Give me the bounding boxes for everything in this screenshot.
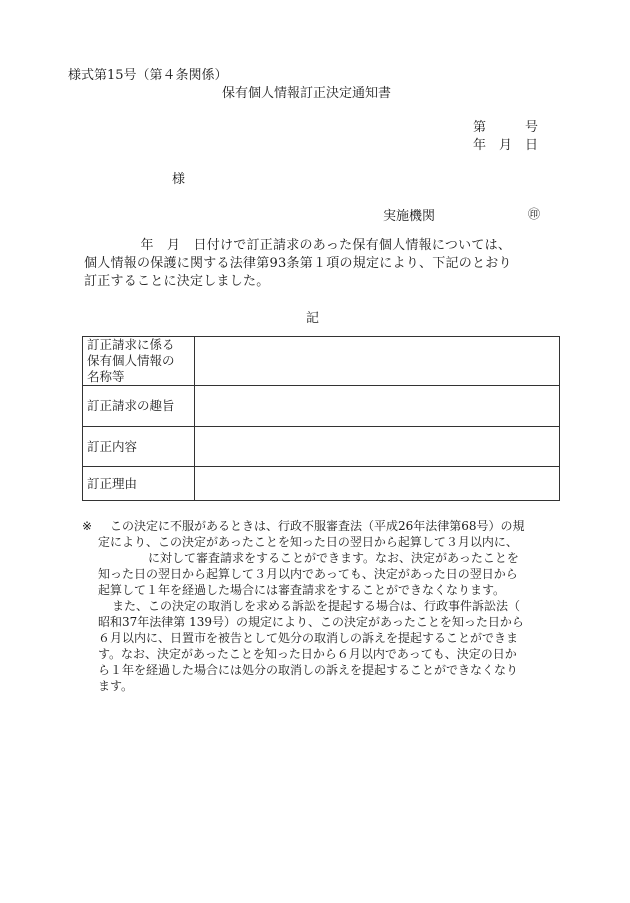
row-label bbox=[83, 427, 195, 467]
table-row bbox=[83, 467, 560, 501]
note-line: 知った日の翌日から起算して３月以内であっても、決定があった日の翌日から bbox=[98, 567, 518, 581]
note-line: に対して審査請求をすることができます。なお、決定があったことを bbox=[148, 551, 519, 565]
document-date: 年 月 日 bbox=[473, 138, 539, 153]
issuer-name: 実施機関 bbox=[383, 209, 436, 224]
row-label-line: 訂正請求の趣旨 bbox=[87, 398, 175, 413]
notice-section bbox=[82, 518, 564, 694]
row-label bbox=[83, 337, 195, 386]
note-line: 起算して１年を経過した場合には審査請求をすることができなくなります。 bbox=[98, 583, 506, 597]
body-line: 個人情報の保護に関する法律第93条第１項の規定により、下記のとおり bbox=[84, 256, 512, 271]
ki-heading: 記 bbox=[306, 311, 320, 326]
row-label-line: 保有個人情報の bbox=[87, 353, 175, 368]
form-number: 様式第15号（第４条関係） bbox=[68, 68, 228, 83]
note-line: 定により、この決定があったことを知った日の翌日から起算して３月以内に、 bbox=[98, 535, 518, 549]
row-label-line: 訂正理由 bbox=[87, 475, 138, 491]
body-line: 年 月 日付けで訂正請求のあった保有個人情報については、 bbox=[114, 238, 512, 253]
body-line: 訂正することに決定しました。 bbox=[84, 274, 270, 289]
table-row bbox=[83, 427, 560, 467]
row-value bbox=[195, 337, 560, 386]
row-label bbox=[83, 467, 195, 501]
seal-icon: ㊞ bbox=[528, 207, 541, 221]
row-label-line: 訂正内容 bbox=[87, 438, 138, 454]
note-line: ら１年を経過した場合には処分の取消しの訴えを提起することができなくなり bbox=[98, 663, 519, 677]
document-number: 第 号 bbox=[473, 120, 539, 135]
note-line: また、この決定の取消しを求める訴訟を提起する場合は、行政事件訴訟法（ bbox=[112, 599, 521, 613]
note-line: 昭和37年法律第 139号）の規定により、この決定があったことを知った日から bbox=[98, 615, 524, 629]
body-paragraph bbox=[84, 237, 560, 291]
table-row bbox=[83, 337, 560, 386]
row-label-line: 訂正請求に係る bbox=[87, 337, 175, 352]
note-line: ６月以内に、日置市を被告として処分の取消しの訴えを提起することができま bbox=[98, 631, 519, 645]
note-line: この決定に不服があるときは、行政不服審査法（平成26年法律第68号）の規 bbox=[110, 519, 525, 533]
row-label bbox=[83, 386, 195, 427]
row-label-line: 名称等 bbox=[87, 369, 125, 384]
note-mark: ※ bbox=[82, 519, 93, 533]
row-value bbox=[195, 467, 560, 501]
table-row bbox=[83, 386, 560, 427]
note-line: ます。 bbox=[98, 679, 134, 693]
row-value bbox=[195, 427, 560, 467]
correction-details-table bbox=[82, 336, 560, 501]
document-title: 保有個人情報訂正決定通知書 bbox=[222, 86, 392, 101]
row-value bbox=[195, 386, 560, 427]
note-line: す。なお、決定があったことを知った日から６月以内であっても、決定の日か bbox=[98, 647, 517, 661]
addressee: 様 bbox=[172, 172, 186, 187]
